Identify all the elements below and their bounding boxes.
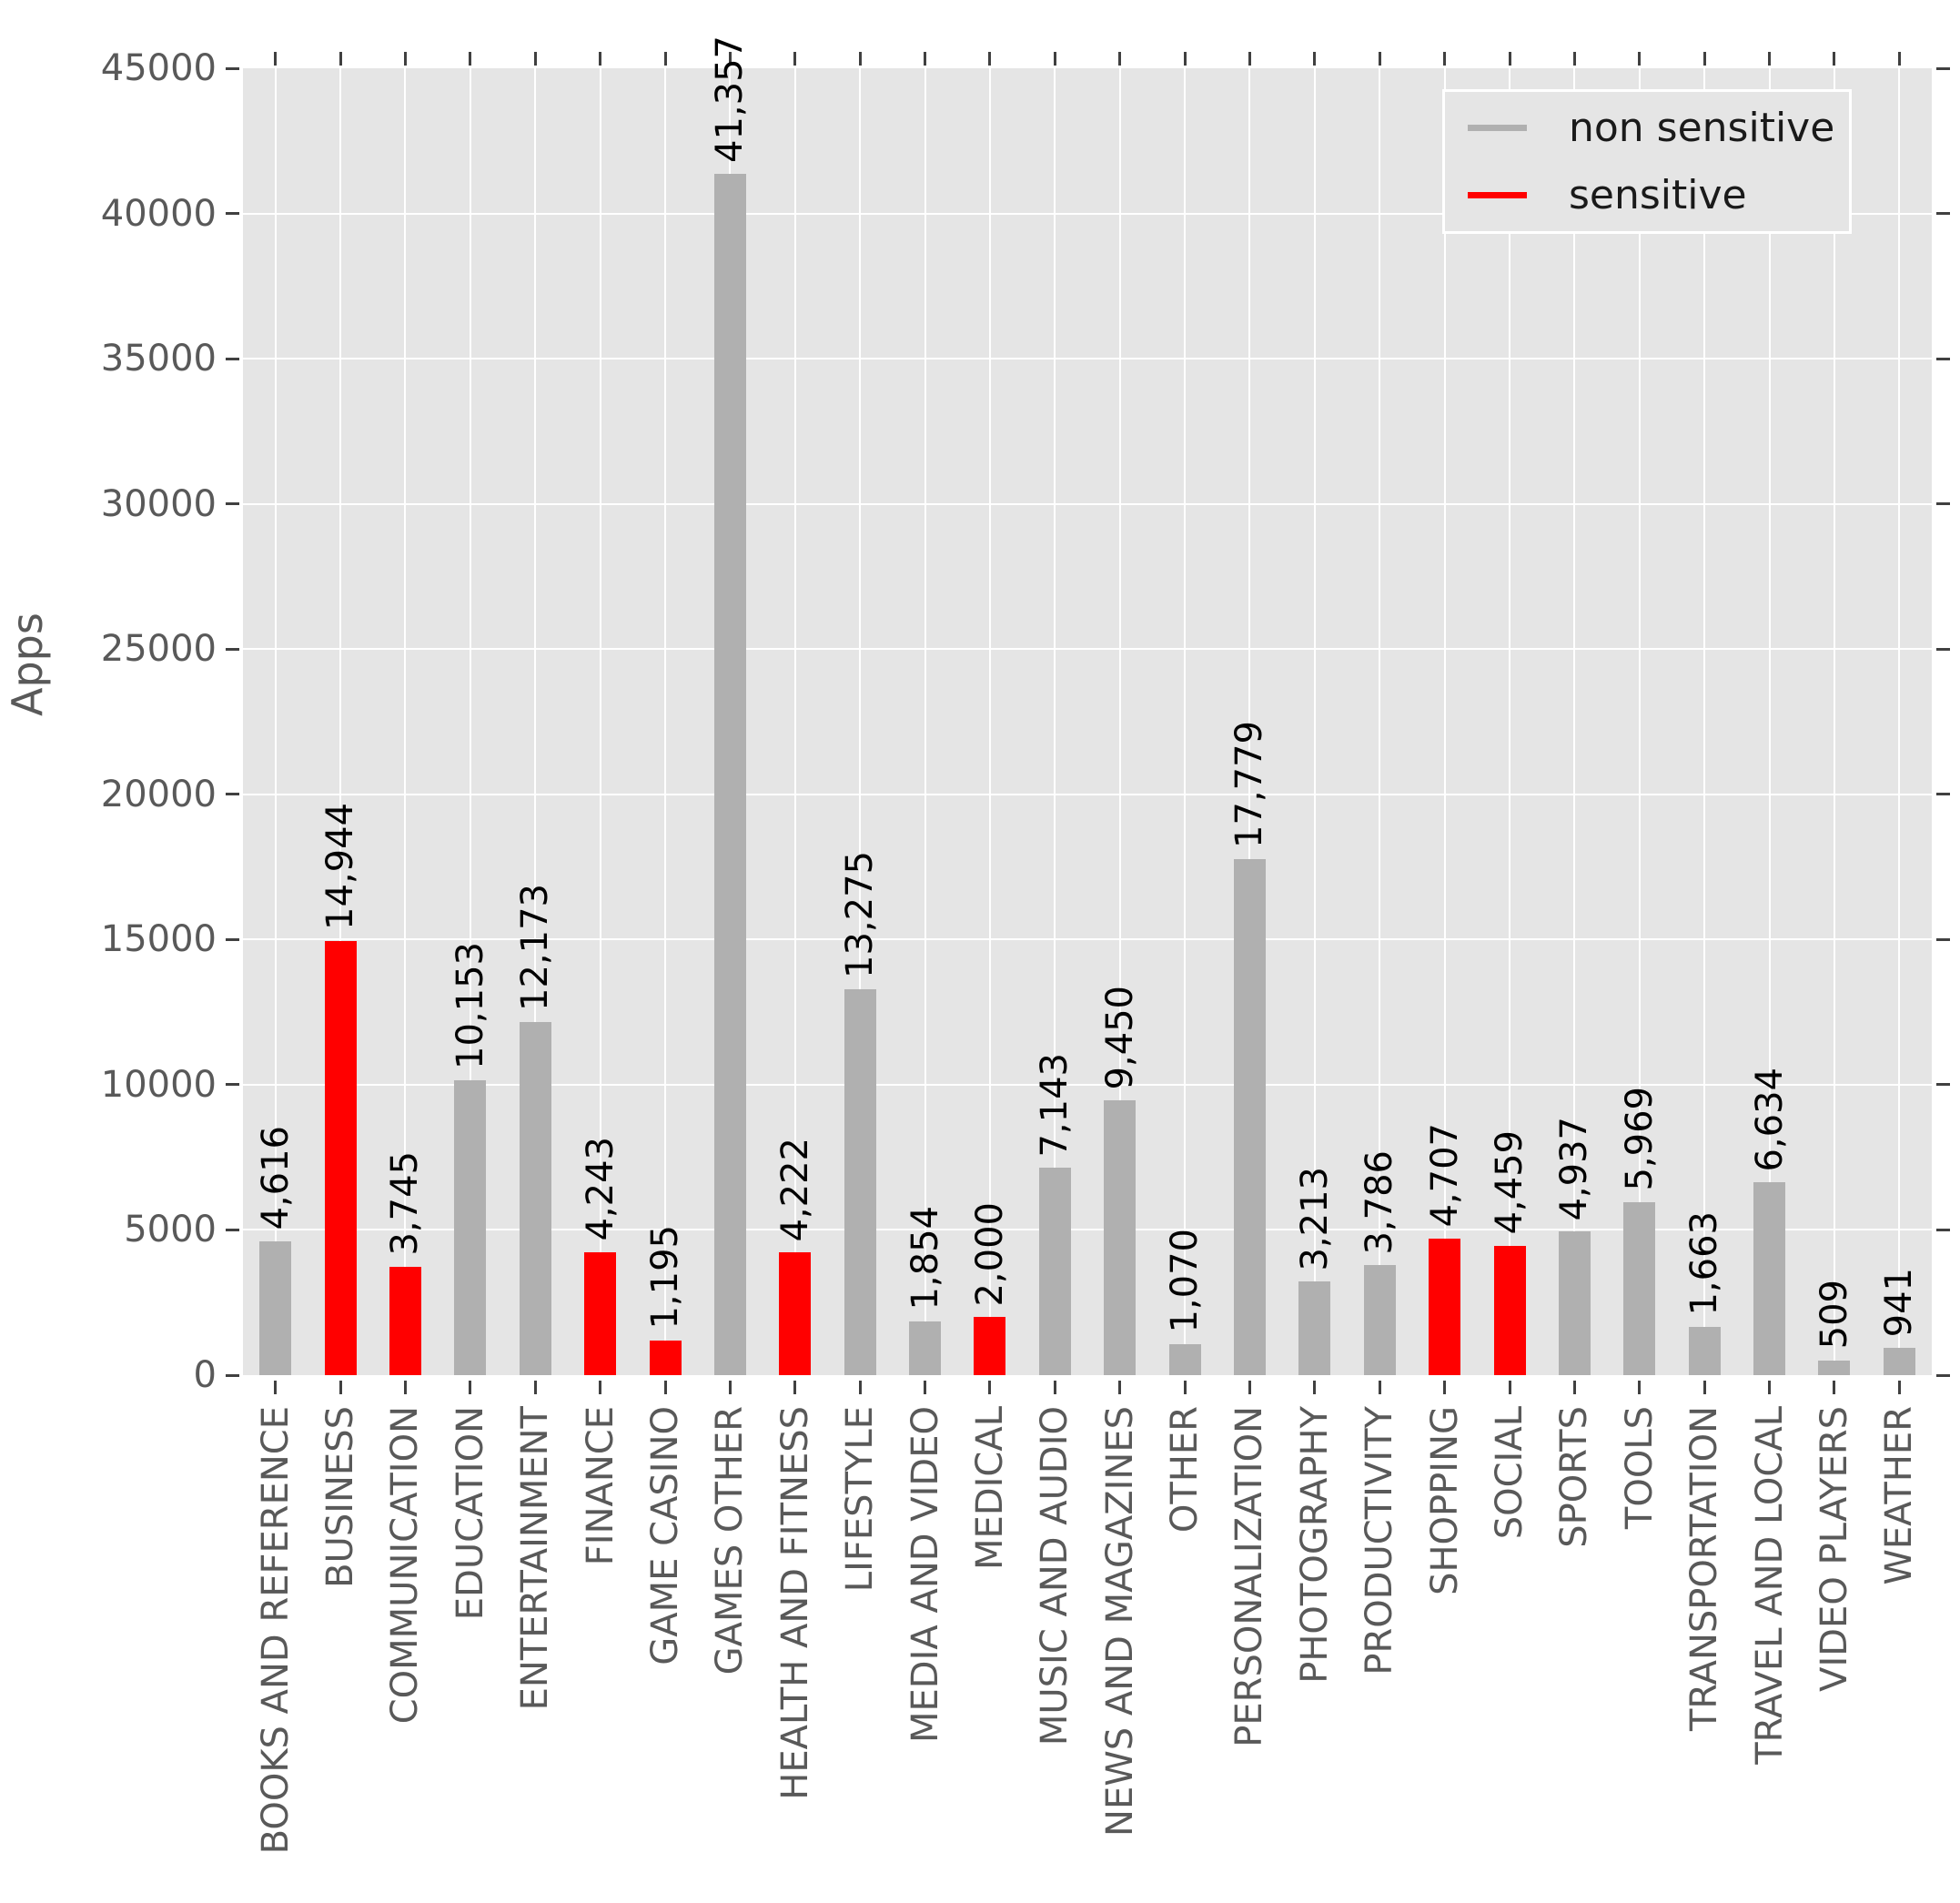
gridline-h	[243, 938, 1932, 940]
value-label-text: 941	[1878, 1267, 1921, 1337]
x-tick-mark-top	[793, 52, 796, 66]
bar-shopping	[1429, 1239, 1460, 1375]
y-tick-label: 30000	[100, 482, 217, 525]
gridline-v	[924, 68, 926, 1375]
x-tick-mark-top	[1313, 52, 1316, 66]
bar-finance	[584, 1252, 616, 1375]
category-label-text: BOOKS AND REFERENCE	[254, 1406, 297, 1855]
category-label-text: TOOLS	[1618, 1406, 1661, 1530]
category-label-text: GAMES OTHER	[709, 1406, 752, 1675]
legend-item-sensitive	[1468, 170, 1824, 221]
bar-news-and-magazines	[1104, 1100, 1136, 1375]
value-label-text: 1,070	[1164, 1229, 1207, 1333]
x-tick-mark-top	[1768, 52, 1771, 66]
y-tick-mark-right	[1936, 1374, 1950, 1377]
category-label-text: EDUCATION	[449, 1406, 491, 1621]
x-tick-mark-top	[1118, 52, 1121, 66]
category-label-text: LIFESTYLE	[839, 1406, 882, 1593]
y-tick-mark-right	[1936, 358, 1950, 360]
y-tick-mark-right	[1936, 1083, 1950, 1086]
y-tick-mark-left	[226, 67, 239, 70]
y-tick-label: 40000	[100, 192, 217, 235]
category-label-text: PRODUCTIVITY	[1359, 1406, 1401, 1675]
gridline-v	[1184, 68, 1186, 1375]
x-tick-mark-bottom	[1184, 1381, 1187, 1394]
gridline-h	[243, 358, 1932, 359]
x-tick-mark-bottom	[1833, 1381, 1835, 1394]
category-label-text: OTHER	[1164, 1406, 1207, 1534]
bar-game-casino	[650, 1341, 682, 1375]
y-tick-mark-left	[226, 502, 239, 505]
gridline-h	[243, 503, 1932, 505]
x-tick-mark-bottom	[339, 1381, 342, 1394]
x-tick-mark-top	[469, 52, 471, 66]
y-tick-label: 5000	[124, 1209, 217, 1251]
x-tick-mark-top	[1833, 52, 1835, 66]
x-tick-mark-top	[988, 52, 991, 66]
x-tick-mark-top	[1248, 52, 1251, 66]
category-label-text: MUSIC AND AUDIO	[1034, 1406, 1076, 1746]
value-label-text: 12,173	[514, 883, 557, 1011]
x-tick-mark-bottom	[1573, 1381, 1576, 1394]
category-label-text: SHOPPING	[1423, 1406, 1466, 1595]
x-tick-mark-bottom	[729, 1381, 732, 1394]
value-label-text: 5,969	[1618, 1087, 1661, 1191]
y-tick-label: 10000	[100, 1063, 217, 1106]
x-tick-mark-bottom	[469, 1381, 471, 1394]
x-tick-mark-top	[1184, 52, 1187, 66]
y-tick-mark-left	[226, 648, 239, 651]
gridline-h	[243, 1084, 1932, 1086]
x-tick-mark-top	[664, 52, 667, 66]
x-tick-mark-bottom	[1248, 1381, 1251, 1394]
bar-media-and-video	[909, 1321, 941, 1375]
gridline-h	[243, 648, 1932, 650]
bar-video-players	[1818, 1361, 1850, 1375]
category-label-text: PERSONALIZATION	[1228, 1406, 1271, 1747]
bar-sports	[1559, 1231, 1591, 1375]
x-tick-mark-bottom	[599, 1381, 601, 1394]
value-label-text: 1,663	[1683, 1211, 1726, 1316]
x-tick-mark-bottom	[404, 1381, 407, 1394]
x-tick-mark-top	[1443, 52, 1446, 66]
gridline-v	[989, 68, 991, 1375]
value-label-text: 41,357	[709, 35, 752, 164]
x-tick-mark-bottom	[1054, 1381, 1056, 1394]
bar-transportation	[1689, 1327, 1721, 1375]
category-label-text: HEALTH AND FITNESS	[773, 1406, 816, 1800]
value-label-text: 4,222	[773, 1137, 816, 1242]
y-tick-mark-left	[226, 793, 239, 795]
category-label-text: PHOTOGRAPHY	[1293, 1406, 1336, 1684]
y-tick-label: 0	[193, 1354, 217, 1396]
x-tick-mark-top	[274, 52, 277, 66]
gridline-v	[1703, 68, 1705, 1375]
legend-item-non-sensitive	[1468, 103, 1835, 154]
x-tick-mark-bottom	[1638, 1381, 1641, 1394]
x-tick-mark-top	[859, 52, 862, 66]
legend-label-sensitive: sensitive	[1569, 172, 1747, 218]
category-label-text: COMMUNICATION	[384, 1406, 427, 1725]
category-label-text: MEDIA AND VIDEO	[904, 1406, 946, 1743]
legend	[1442, 89, 1852, 234]
y-tick-label: 15000	[100, 918, 217, 961]
y-tick-mark-left	[226, 938, 239, 941]
bar-personalization	[1234, 859, 1266, 1375]
value-label-text: 4,243	[579, 1137, 621, 1241]
value-label-text: 4,459	[1489, 1130, 1531, 1235]
y-tick-mark-left	[226, 212, 239, 215]
y-tick-mark-left	[226, 1229, 239, 1231]
category-label-text: MEDICAL	[968, 1406, 1011, 1570]
bar-education	[454, 1080, 486, 1375]
bar-business	[325, 941, 357, 1375]
y-tick-mark-left	[226, 358, 239, 360]
legend-swatch-non-sensitive	[1468, 125, 1527, 131]
bar-tools	[1623, 1202, 1655, 1375]
bar-productivity	[1364, 1265, 1396, 1375]
value-label-text: 10,153	[449, 942, 491, 1070]
category-label-text: TRANSPORTATION	[1683, 1406, 1726, 1731]
bar-communication	[389, 1267, 421, 1376]
bar-music-and-audio	[1039, 1168, 1071, 1375]
bar-other	[1169, 1344, 1201, 1375]
x-tick-mark-bottom	[1898, 1381, 1901, 1394]
gridline-h	[243, 794, 1932, 795]
category-label-text: GAME CASINO	[644, 1406, 686, 1665]
category-label-text: TRAVEL AND LOCAL	[1748, 1406, 1791, 1765]
value-label-text: 14,944	[319, 803, 362, 931]
x-tick-mark-bottom	[859, 1381, 862, 1394]
bar-weather	[1884, 1348, 1915, 1375]
value-label-text: 3,786	[1359, 1149, 1401, 1255]
x-tick-mark-bottom	[924, 1381, 926, 1394]
y-tick-mark-left	[226, 1083, 239, 1086]
y-tick-label: 20000	[100, 773, 217, 815]
value-label-text: 509	[1813, 1280, 1855, 1350]
y-tick-mark-right	[1936, 502, 1950, 505]
bar-travel-and-local	[1753, 1182, 1785, 1375]
x-tick-mark-top	[599, 52, 601, 66]
x-tick-mark-top	[534, 52, 537, 66]
bar-lifestyle	[844, 989, 876, 1375]
x-tick-mark-bottom	[1703, 1381, 1706, 1394]
y-tick-label: 25000	[100, 628, 217, 671]
value-label-text: 3,745	[384, 1150, 427, 1256]
y-tick-mark-right	[1936, 938, 1950, 941]
gridline-v	[1769, 68, 1771, 1375]
x-tick-mark-bottom	[988, 1381, 991, 1394]
x-tick-mark-top	[1898, 52, 1901, 66]
value-label-text: 4,707	[1423, 1123, 1466, 1228]
bar-entertainment	[520, 1022, 551, 1375]
category-label-text: SPORTS	[1553, 1406, 1596, 1548]
value-label-text: 17,779	[1228, 720, 1271, 848]
x-tick-mark-top	[1509, 52, 1511, 66]
x-tick-mark-bottom	[793, 1381, 796, 1394]
value-label-text: 13,275	[839, 851, 882, 979]
x-tick-mark-bottom	[1313, 1381, 1316, 1394]
x-tick-mark-top	[1638, 52, 1641, 66]
x-tick-mark-bottom	[1379, 1381, 1381, 1394]
value-label-text: 6,634	[1748, 1067, 1791, 1172]
value-label-text: 2,000	[968, 1201, 1011, 1307]
y-tick-mark-right	[1936, 212, 1950, 215]
x-tick-mark-top	[1379, 52, 1381, 66]
category-label-text: FINANCE	[579, 1406, 621, 1566]
category-label-text: ENTERTAINMENT	[514, 1406, 557, 1711]
value-label-text: 4,616	[254, 1126, 297, 1230]
x-tick-mark-bottom	[1443, 1381, 1446, 1394]
legend-swatch-sensitive	[1468, 192, 1527, 198]
value-label-text: 1,854	[904, 1206, 946, 1311]
gridline-v	[1898, 68, 1900, 1375]
category-label-text: VIDEO PLAYERS	[1813, 1406, 1855, 1692]
bar-books-and-reference	[259, 1241, 291, 1375]
y-tick-mark-left	[226, 1374, 239, 1377]
plot-area	[243, 68, 1932, 1375]
x-tick-mark-bottom	[1509, 1381, 1511, 1394]
x-tick-mark-top	[1573, 52, 1576, 66]
bar-games-other	[714, 174, 746, 1375]
bar-photography	[1298, 1281, 1330, 1375]
y-tick-mark-right	[1936, 1229, 1950, 1231]
gridline-v	[664, 68, 666, 1375]
gridline-h	[243, 1229, 1932, 1230]
value-label-text: 4,937	[1553, 1116, 1596, 1221]
bar-medical	[974, 1317, 1005, 1375]
x-tick-mark-top	[339, 52, 342, 66]
x-tick-mark-bottom	[664, 1381, 667, 1394]
y-tick-label: 35000	[100, 338, 217, 380]
x-tick-mark-bottom	[1768, 1381, 1771, 1394]
legend-label-non-sensitive: non sensitive	[1569, 105, 1835, 151]
value-label-text: 1,195	[644, 1225, 686, 1330]
category-label-text: NEWS AND MAGAZINES	[1098, 1406, 1141, 1837]
y-tick-mark-right	[1936, 793, 1950, 795]
gridline-v	[1834, 68, 1835, 1375]
bar-health-and-fitness	[779, 1252, 811, 1375]
x-tick-mark-top	[1054, 52, 1056, 66]
x-tick-mark-bottom	[1118, 1381, 1121, 1394]
category-label-text: BUSINESS	[319, 1406, 362, 1588]
value-label-text: 7,143	[1034, 1052, 1076, 1158]
y-tick-label: 45000	[100, 47, 217, 89]
bar-chart-figure: Apps non sensitive sensitive 0 5000 10000 15000 20000 25000 30000 35000 40000 45000 4,616 BOOKS AND REFERENCE 14,944 BUSINESS 3,745 COMMUNICATION 10,153 EDUCATION 12,173 ENTERTAINMENT 4,243 FINANCE 1,195 GAME CASINO 41,357 GAMES OTHER 4,222 HEALTH AND FITNESS 13,275 LIFESTYLE 1,854 MEDIA AND VIDEO 2,000 MEDICAL 7,143 MUSIC AND AUDIO 9,450 NEWS AND MAGAZINES 1,070 OTHER 17,779 PERSONALIZATION 3,213 PHOTOGRAPHY 3,786 PRODUCTIVITY 4,707 SHOPPING 4,459 SOCIAL 4,937 SPORTS 5,969 TOOLS 1,663 TRANSPORTATION 6,634 TRAVEL AND LOCAL 509 VIDEO PLAYERS 941 WEATHER	[0, 0, 1960, 1903]
category-label-text: SOCIAL	[1489, 1406, 1531, 1540]
value-label-text: 3,213	[1293, 1166, 1336, 1271]
x-tick-mark-top	[924, 52, 926, 66]
value-label-text: 9,450	[1098, 985, 1141, 1090]
x-tick-mark-top	[404, 52, 407, 66]
x-tick-mark-top	[1703, 52, 1706, 66]
x-tick-mark-bottom	[534, 1381, 537, 1394]
x-tick-mark-bottom	[274, 1381, 277, 1394]
y-tick-mark-right	[1936, 648, 1950, 651]
y-tick-mark-right	[1936, 67, 1950, 70]
category-label-text: WEATHER	[1878, 1406, 1921, 1585]
bar-social	[1494, 1246, 1526, 1375]
